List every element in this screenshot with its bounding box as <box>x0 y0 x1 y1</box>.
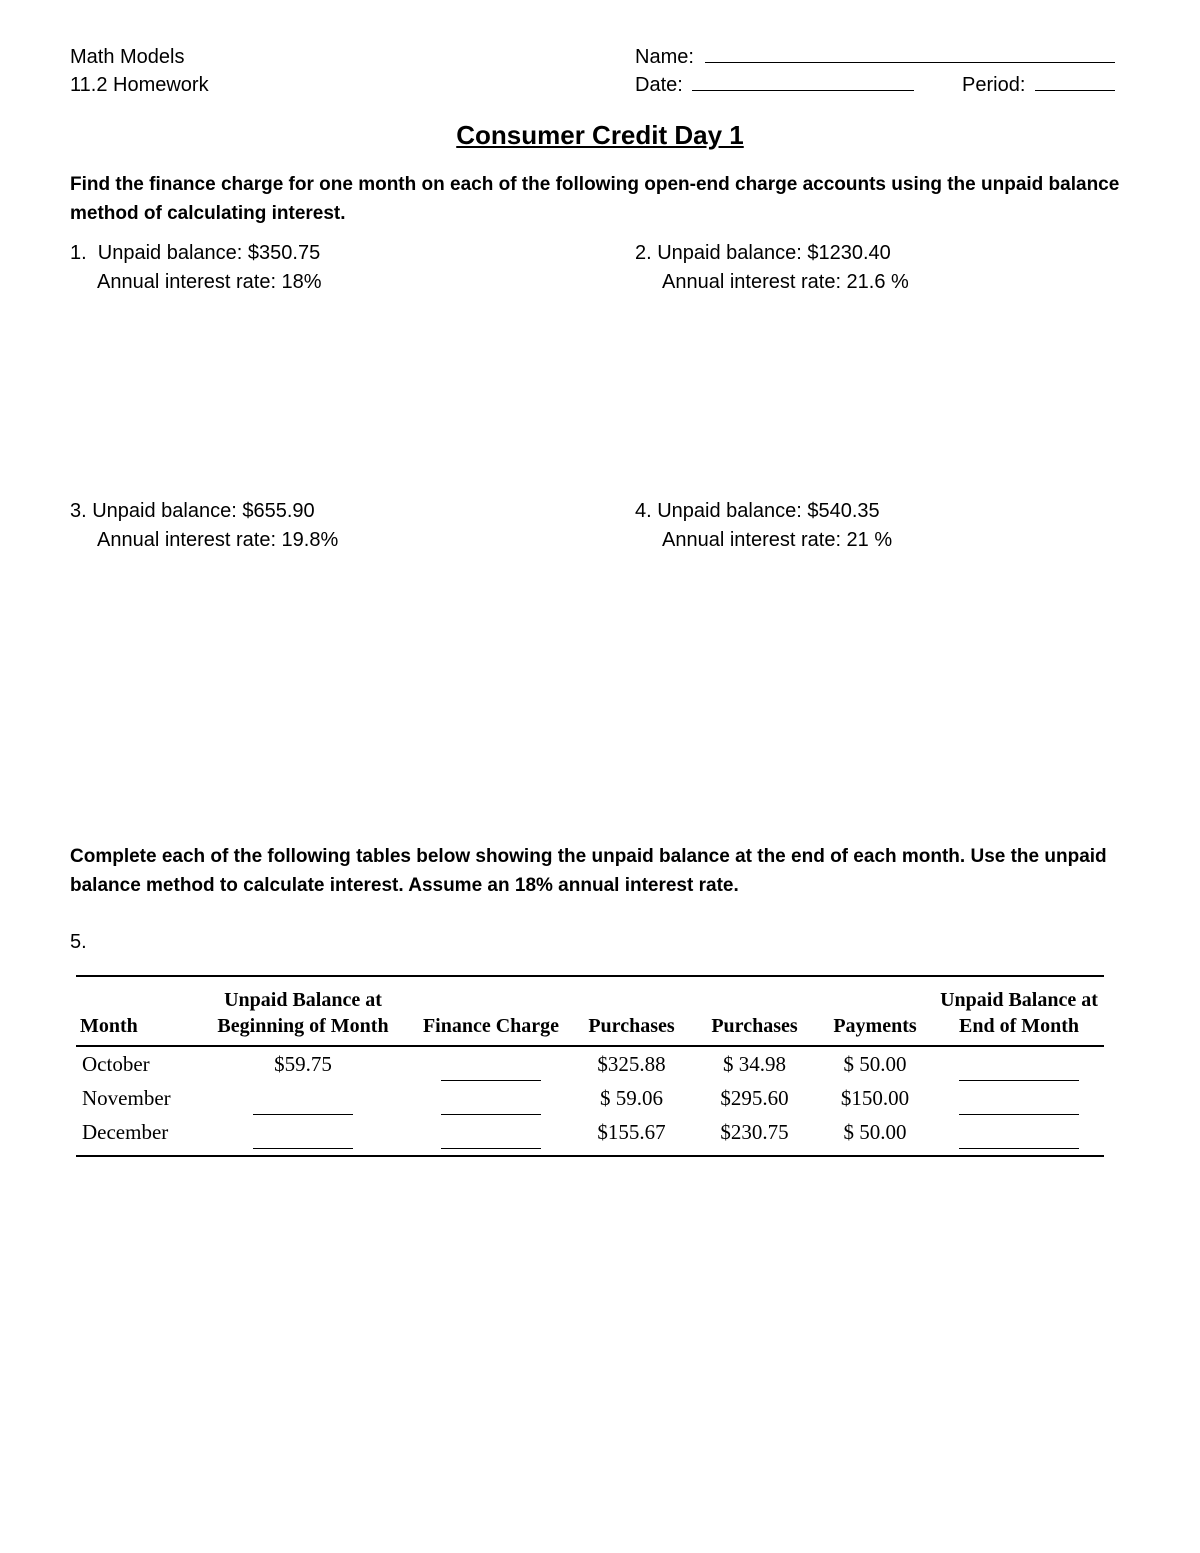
period-blank[interactable] <box>1035 72 1115 91</box>
answer-blank[interactable] <box>959 1094 1079 1115</box>
cell-purchases-1: $325.88 <box>597 1052 666 1076</box>
cell-payments: $ 50.00 <box>843 1052 907 1076</box>
name-blank[interactable] <box>705 44 1115 63</box>
problem-2-rate: Annual interest rate: 21.6 % <box>662 271 909 293</box>
cell-purchases-2: $295.60 <box>720 1086 789 1110</box>
problem-4-rate: Annual interest rate: 21 % <box>662 529 893 551</box>
answer-blank[interactable] <box>253 1094 353 1115</box>
table-row <box>76 1115 1104 1156</box>
cell-payments: $ 50.00 <box>816 1115 934 1156</box>
problem-4 <box>635 497 892 555</box>
instructions-part-1: Find the finance charge for one month on each of the following open-end charge accounts using the unpaid balance method of calculating interest. <box>70 174 1120 224</box>
answer-blank[interactable] <box>253 1128 353 1149</box>
table-header-row <box>76 976 1104 1046</box>
cell-purchases-2: $230.75 <box>693 1115 816 1156</box>
cell-month: December <box>76 1115 194 1156</box>
answer-blank[interactable] <box>441 1094 541 1115</box>
name-field[interactable] <box>635 43 1120 71</box>
problem-1-balance: 1. Unpaid balance: $350.75 <box>70 242 321 264</box>
cell-end-balance[interactable] <box>934 1046 1104 1081</box>
instructions-part-2: Complete each of the following tables below showing the unpaid balance at the end of each month. Use the unpaid balance method to calculate interest. Assume an 18% annual interest rate. <box>70 846 1107 896</box>
cell-purchases-2: $ 34.98 <box>723 1052 786 1076</box>
problem-3-balance: 3. Unpaid balance: $655.90 <box>70 500 315 522</box>
cell-month: October <box>82 1052 150 1076</box>
cell-begin-balance[interactable] <box>194 1081 412 1115</box>
cell-finance-charge[interactable] <box>412 1081 570 1115</box>
problem-3-rate: Annual interest rate: 19.8% <box>97 529 339 551</box>
period-label: Period: <box>962 74 1026 96</box>
page-title: Consumer Credit Day 1 <box>456 120 744 150</box>
answer-blank[interactable] <box>441 1060 541 1081</box>
cell-begin-balance: $59.75 <box>274 1052 332 1076</box>
cell-finance-charge[interactable] <box>412 1046 570 1081</box>
col-begin-balance: Unpaid Balance at Beginning of Month <box>194 976 412 1046</box>
assignment-name: 11.2 Homework <box>70 74 209 96</box>
answer-blank[interactable] <box>441 1128 541 1149</box>
date-label: Date: <box>635 74 683 96</box>
problem-1 <box>70 239 322 297</box>
period-field[interactable] <box>962 71 1115 99</box>
problem-4-balance: 4. Unpaid balance: $540.35 <box>635 500 880 522</box>
col-finance-charge: Finance Charge <box>412 976 570 1046</box>
cell-purchases-1: $155.67 <box>570 1115 693 1156</box>
cell-end-balance[interactable] <box>934 1081 1104 1115</box>
col-purchases-1: Purchases <box>570 976 693 1046</box>
problem-2 <box>635 239 909 297</box>
cell-begin-balance[interactable] <box>194 1115 412 1156</box>
cell-purchases-1: $ 59.06 <box>600 1086 663 1110</box>
date-blank[interactable] <box>692 72 914 91</box>
cell-finance-charge[interactable] <box>412 1115 570 1156</box>
answer-blank[interactable] <box>959 1128 1079 1149</box>
problem-5-label: 5. <box>70 931 87 953</box>
problem-3 <box>70 497 338 555</box>
col-month: Month <box>76 976 194 1046</box>
problem-2-balance: 2. Unpaid balance: $1230.40 <box>635 242 891 264</box>
col-end-balance: Unpaid Balance at End of Month <box>934 976 1104 1046</box>
col-payments: Payments <box>816 976 934 1046</box>
cell-payments: $150.00 <box>840 1086 910 1110</box>
date-field[interactable] <box>635 71 914 99</box>
answer-blank[interactable] <box>959 1060 1079 1081</box>
credit-table <box>76 975 1104 1157</box>
problem-1-rate: Annual interest rate: 18% <box>97 271 322 293</box>
name-label: Name: <box>635 46 694 68</box>
col-purchases-2: Purchases <box>693 976 816 1046</box>
cell-end-balance[interactable] <box>934 1115 1104 1156</box>
cell-month: November <box>82 1086 171 1110</box>
table-row <box>76 1046 1104 1081</box>
course-name: Math Models <box>70 46 185 68</box>
table-row <box>76 1081 1104 1115</box>
